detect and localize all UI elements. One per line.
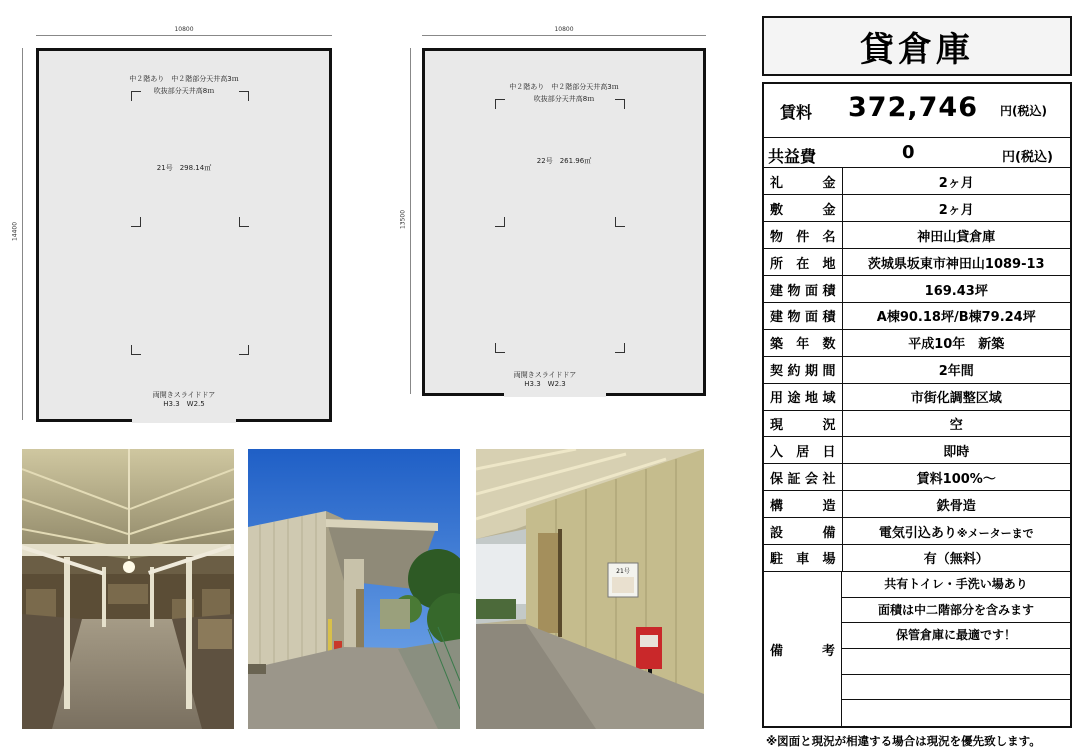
column-mark [615, 217, 625, 227]
table-row [764, 168, 1070, 195]
row-key: 設備 [764, 518, 842, 545]
row-value: 茨城県坂東市神田山1089-13 [842, 249, 1070, 276]
door-label [485, 371, 605, 389]
table-row [764, 437, 1070, 464]
height-dimension-line [410, 48, 411, 394]
row-value: 2年間 [842, 356, 1070, 383]
table-row [764, 410, 1070, 437]
equipment-value: 電気引込あり [878, 525, 957, 541]
row-value: 2ヶ月 [842, 195, 1070, 222]
width-dimension: 10800 [174, 26, 194, 33]
rent-value: 372,746 [848, 92, 978, 123]
row-key: 敷金 [764, 195, 842, 222]
common-fee-unit: 円(税込) [1002, 150, 1053, 165]
table-row [764, 464, 1070, 491]
door-size: H3.3 W2.3 [524, 380, 566, 388]
width-dimension-line [422, 35, 706, 36]
table-row [764, 383, 1070, 410]
property-info-table [764, 168, 1070, 572]
height-dimension-line [22, 48, 23, 420]
column-mark [239, 345, 249, 355]
row-key: 契約期間 [764, 356, 842, 383]
page-title: 貸倉庫 [860, 29, 974, 70]
row-value [842, 518, 1070, 545]
plan-note-2: 吹抜部分天井高8ｍ [533, 95, 595, 103]
row-value: 169.43坪 [842, 276, 1070, 303]
table-row [764, 302, 1070, 329]
common-fee-row [764, 138, 1070, 168]
equipment-note: ※メーターまで [956, 526, 1034, 540]
row-key: 建物面積 [764, 276, 842, 303]
remark-line: 面積は中二階部分を含みます [842, 598, 1070, 624]
plan-outline [422, 48, 706, 396]
column-mark [615, 343, 625, 353]
row-value: 即時 [842, 437, 1070, 464]
width-dimension-line [36, 35, 332, 36]
row-key: 入居日 [764, 437, 842, 464]
remark-line [842, 649, 1070, 675]
table-row [764, 329, 1070, 356]
row-key: 建物面積 [764, 302, 842, 329]
plan-note-1: 中２階あり 中２階部分天井高3ｍ [509, 83, 619, 91]
row-key: 現況 [764, 410, 842, 437]
rent-label: 賃料 [780, 103, 813, 122]
width-dimension: 10800 [554, 26, 574, 33]
table-row [764, 249, 1070, 276]
height-dimension: 14400 [11, 221, 19, 242]
row-key: 物件名 [764, 222, 842, 249]
row-value: 神田山貸倉庫 [842, 222, 1070, 249]
row-value: 市街化調整区域 [842, 383, 1070, 410]
table-row [764, 356, 1070, 383]
row-key: 保証会社 [764, 464, 842, 491]
row-key: 用途地域 [764, 383, 842, 410]
column-mark [495, 99, 505, 109]
property-spec-sheet [762, 82, 1072, 728]
door-opening [132, 419, 236, 423]
column-mark [239, 91, 249, 101]
table-row [764, 491, 1070, 518]
row-value: A棟90.18坪/B棟79.24坪 [842, 302, 1070, 329]
rent-row [764, 84, 1070, 138]
row-value: 平成10年 新築 [842, 329, 1070, 356]
column-mark [131, 91, 141, 101]
column-mark [239, 217, 249, 227]
door-size: H3.3 W2.5 [163, 400, 205, 408]
row-key: 築年数 [764, 329, 842, 356]
row-value: 鉄骨造 [842, 491, 1070, 518]
table-row [764, 544, 1070, 571]
common-fee-label: 共益費 [768, 147, 817, 166]
row-value: 2ヶ月 [842, 168, 1070, 195]
unit-label: 22号 261.96㎡ [536, 157, 592, 165]
column-mark [131, 217, 141, 227]
remark-line [842, 675, 1070, 701]
unit-label: 21号 298.14㎡ [156, 164, 212, 172]
plan-note-1: 中２階あり 中２階部分天井高3ｍ [129, 75, 239, 83]
row-key: 構造 [764, 491, 842, 518]
row-key: 所在地 [764, 249, 842, 276]
plan-note-2: 吹抜部分天井高8ｍ [153, 87, 215, 95]
remarks-label [764, 572, 842, 726]
height-dimension: 13500 [399, 209, 407, 230]
interior-photo [22, 449, 234, 729]
column-mark [495, 343, 505, 353]
remarks-label-2: 考 [821, 643, 835, 659]
door-opening [504, 393, 606, 397]
remark-line: 保管倉庫に最適です！ [842, 623, 1070, 649]
column-mark [131, 345, 141, 355]
door-type: 両開きスライドドア [513, 371, 577, 379]
row-value: 空 [842, 410, 1070, 437]
door-photo [476, 449, 704, 729]
rent-unit: 円(税込) [1000, 104, 1047, 118]
remark-line [842, 700, 1070, 726]
table-row [764, 222, 1070, 249]
remarks-lines [842, 572, 1070, 726]
common-fee-value: 0 [902, 142, 915, 163]
unit-sign: 21号 [616, 568, 630, 575]
title-box [762, 16, 1072, 76]
footnote: ※図面と現況が相違する場合は現況を優先致します。 [766, 734, 1041, 748]
row-value: 有（無料） [842, 544, 1070, 571]
door-label [39, 391, 329, 409]
row-key: 礼金 [764, 168, 842, 195]
remarks-label-1: 備 [770, 643, 784, 659]
table-row [764, 276, 1070, 303]
row-value: 賃料100%～ [842, 464, 1070, 491]
row-key: 駐車場 [764, 544, 842, 571]
remarks-section [764, 572, 1070, 726]
remark-line: 共有トイレ・手洗い場あり [842, 572, 1070, 598]
column-mark [495, 217, 505, 227]
plan-outline [36, 48, 332, 422]
table-row [764, 518, 1070, 545]
table-row [764, 195, 1070, 222]
exterior-photo [248, 449, 460, 729]
door-type: 両開きスライドドア [152, 391, 216, 399]
column-mark [615, 99, 625, 109]
